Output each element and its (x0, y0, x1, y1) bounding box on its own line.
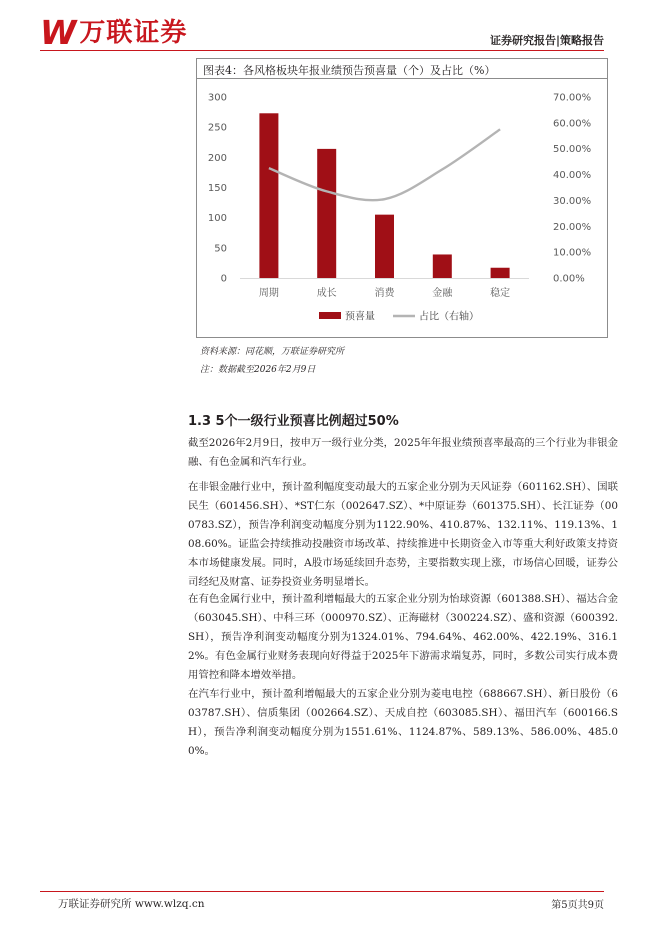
paragraph-auto: 在汽车行业中，预计盈利增幅最大的五家企业分别为菱电电控（688667.SH）、新日股份（603787.SH）、信质集团（002664.SZ）、天成自控（603085.SH）、福田汽车（600166.SH），预告净利润变动幅度分别为1551.61%、1124.87%、589.13%、586.00%、485.00%。 (188, 688, 618, 757)
right-axis-tick: 30.00% (553, 195, 592, 207)
legend-label-bars: 预喜量 (345, 311, 375, 323)
report-type: 证券研究报告|策略报告 (489, 34, 604, 47)
right-axis-tick: 70.00% (553, 92, 592, 104)
logo-text: 万联证券 (79, 18, 188, 48)
company-logo (40, 13, 188, 52)
paragraph-nonbank: 在非银金融行业中，预计盈利幅度变动最大的五家企业分别为天风证券（601162.SH）、国联民生（601456.SH）、*ST仁东（002647.SZ）、*中原证券（601375.SH）、长江证券（000783.SZ），预告净利润变动幅度分别为1122.90%、410.87%、132.11%、119.13%、108.60%。证监会持续推动投融资市场改革、持续推进中长期资金入市等重大利好政策支持资本市场健康发展。同时，A股市场延续回升态势，主要指数实现上涨，市场信心回暖，证券公司经纪及财富、证券投资业务明显增长。 (188, 481, 618, 588)
right-axis-tick: 50.00% (553, 144, 592, 156)
paragraph-metals: 在有色金属行业中，预计盈利增幅最大的五家企业分别为怡球资源（601388.SH）、福达合金（603045.SH）、中科三环（000970.SZ）、正海磁材（300224.SZ）、盛和资源（600392.SH），预告净利润变动幅度分别为1324.01%、794.64%、462.00%、422.19%、316.12%。有色金属行业财务表现向好得益于2025年下游需求端复苏，同时，多数公司实行成本费用管控和降本增效举措。 (188, 593, 618, 681)
section-heading: 1.3 5个一级行业预喜比例超过50% (188, 414, 399, 429)
share-line (269, 129, 500, 200)
legend-swatch-bars (319, 312, 341, 319)
left-axis-tick: 100 (207, 213, 227, 225)
footer-divider (40, 891, 604, 892)
category-label: 稳定 (490, 288, 511, 299)
figure-title: 图表4：各风格板块年报业绩预告预喜量（个）及占比（%） (196, 58, 608, 79)
right-axis-tick: 60.00% (553, 118, 592, 130)
right-axis-tick: 40.00% (553, 170, 592, 182)
category-label: 消费 (374, 288, 395, 299)
left-axis-tick: 250 (207, 122, 227, 134)
page-number: 第5页共9页 (551, 900, 604, 911)
bar-成长 (317, 149, 336, 278)
bar-稳定 (491, 268, 510, 278)
right-axis-tick: 10.00% (553, 247, 592, 259)
left-axis-tick: 50 (214, 243, 227, 255)
legend-label-line: 占比（右轴） (419, 311, 479, 323)
left-axis-tick: 150 (207, 183, 227, 194)
figure-source: 资料来源：同花顺，万联证券研究所 (200, 347, 345, 357)
right-axis-tick: 20.00% (553, 221, 592, 233)
combo-chart (197, 80, 607, 336)
category-label: 金融 (432, 288, 453, 299)
footer-org: 万联证券研究所 www.wlzq.cn (58, 898, 205, 910)
figure-note: 注：数据截至2026年2月9日 (200, 365, 316, 375)
category-label: 周期 (258, 288, 279, 299)
bar-金融 (433, 254, 452, 278)
paragraph-intro: 截至2026年2月9日，按申万一级行业分类，2025年年报业绩预喜率最高的三个行业为非银金融、有色金属和汽车行业。 (188, 437, 618, 468)
header-divider (40, 50, 604, 51)
category-label: 成长 (316, 288, 337, 299)
logo-mark: W (40, 13, 74, 52)
left-axis-tick: 0 (220, 273, 227, 285)
bar-消费 (375, 215, 394, 278)
left-axis-tick: 200 (207, 152, 227, 164)
bar-周期 (259, 113, 278, 278)
right-axis-tick: 0.00% (553, 273, 585, 285)
left-axis-tick: 300 (207, 92, 227, 104)
